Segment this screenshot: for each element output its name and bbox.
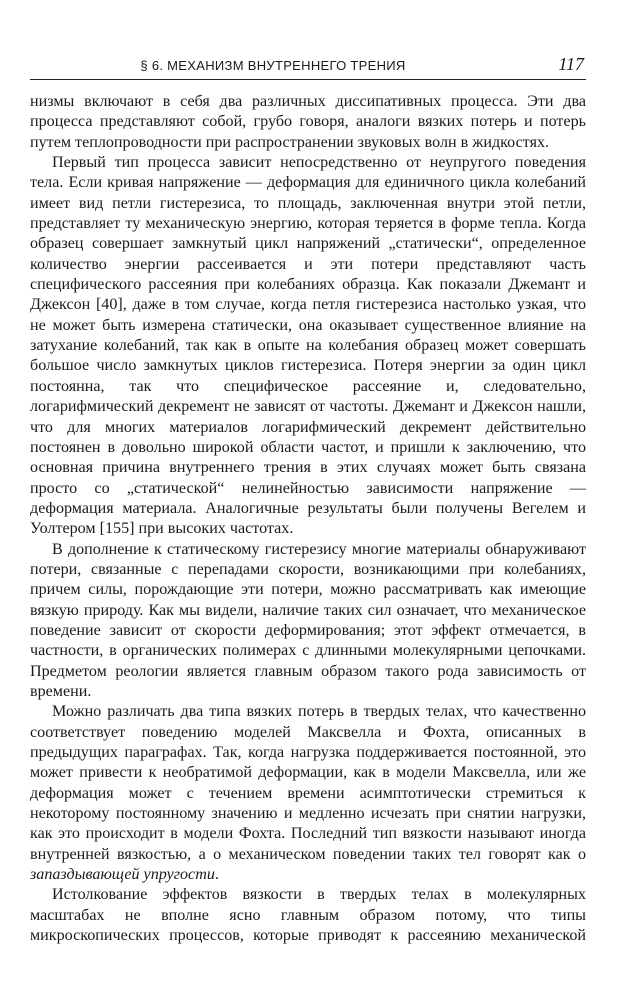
header-rule [30, 79, 586, 80]
paragraph-text-end: . [214, 866, 219, 884]
running-head: § 6. МЕХАНИЗМ ВНУТРЕННЕГО ТРЕНИЯ [140, 58, 406, 73]
body-text [30, 92, 586, 946]
paragraph [30, 702, 586, 885]
paragraph-continued: низмы включают в себя два различных диссипативных процесса. Эти два процесса представляют собой, грубо говоря, аналоги вязких потерь и потерь путем теплопроводности при распространении звуковых волн в жидкостях. [30, 93, 586, 151]
paragraph: В дополнение к статическому гистерезису многие материалы обнаруживают потери, связанные с перепадами скорости, возникающими при колебаниях, причем силы, порождающие эти потери, можно рассматривать как имеющие вязкую природу. Как мы видели, наличие таких сил означает, что механическое поведение зависит от скорости деформирования; этот эффект отмечается, в частности, в органических полимерах с длинными молекулярными цепочками. Предметом реологии является главным образом такого рода зависимость от времени. [30, 540, 586, 700]
italic-term: запаздывающей упругости [30, 866, 215, 884]
paragraph-truncated: Истолкование эффектов вязкости в твердых телах в молекулярных масштабах не вполне ясно главным образом потому, что типы микроскопических процессов, которые приводят к рассеянию механической [30, 886, 586, 945]
page-number: 117 [558, 54, 584, 74]
paragraph: Первый тип процесса зависит непосредственно от неупругого поведения тела. Если кривая напряжение — деформация для единичного цикла колебаний имеет вид петли гистерезиса, то площадь, заключенная внутри этой петли, представляет ту механическую энергию, которая теряется в форме тепла. Когда образец совершает замкнутый цикл напряжений „статически“, определенное количество энергии рассеивается и эти потери представляют часть специфического рассеяния при колебаниях образца. Как показали Джемант и Джексон [40], даже в том случае, когда петля гистерезиса настолько узкая, что не может быть измерена статически, она оказывает существенное влияние на затухание колебаний, так как в опыте на колебания образец может совершать большое число замкнутых циклов гистерезиса. Потеря энергии за один цикл постоянна, так что специфическое рассеяние и, следовательно, логарифмический декремент не зависят от частоты. Джемант и Джексон нашли, что для многих материалов логарифмический декремент действительно постоянен в довольно широкой области частот, и пришли к заключению, что основная причина внутреннего трения в этих случаях может быть связана просто со „статической“ нелинейностью зависимости напряжение — деформация материала. Аналогичные результаты были получены Вегелем и Уолтером [155] при высоких частотах. [30, 154, 586, 538]
page-header [30, 52, 586, 80]
paragraph-text: Можно различать два типа вязких потерь в твердых телах, что качественно соответствует поведению моделей Максвелла и Фохта, описанных в предыдущих параграфах. Так, когда нагрузка поддерживается постоянной, это может привести к необратимой деформации, как в модели Максвелла, или же деформация может с течением времени асимптотически стремиться к некоторому постоянному значению и медленно исчезать при снятии нагрузки, как это происходит в модели Фохта. Последний тип вязкости называют иногда внутренней вязкостью, а о механическом поведении таких тел говорят как о [30, 703, 586, 863]
